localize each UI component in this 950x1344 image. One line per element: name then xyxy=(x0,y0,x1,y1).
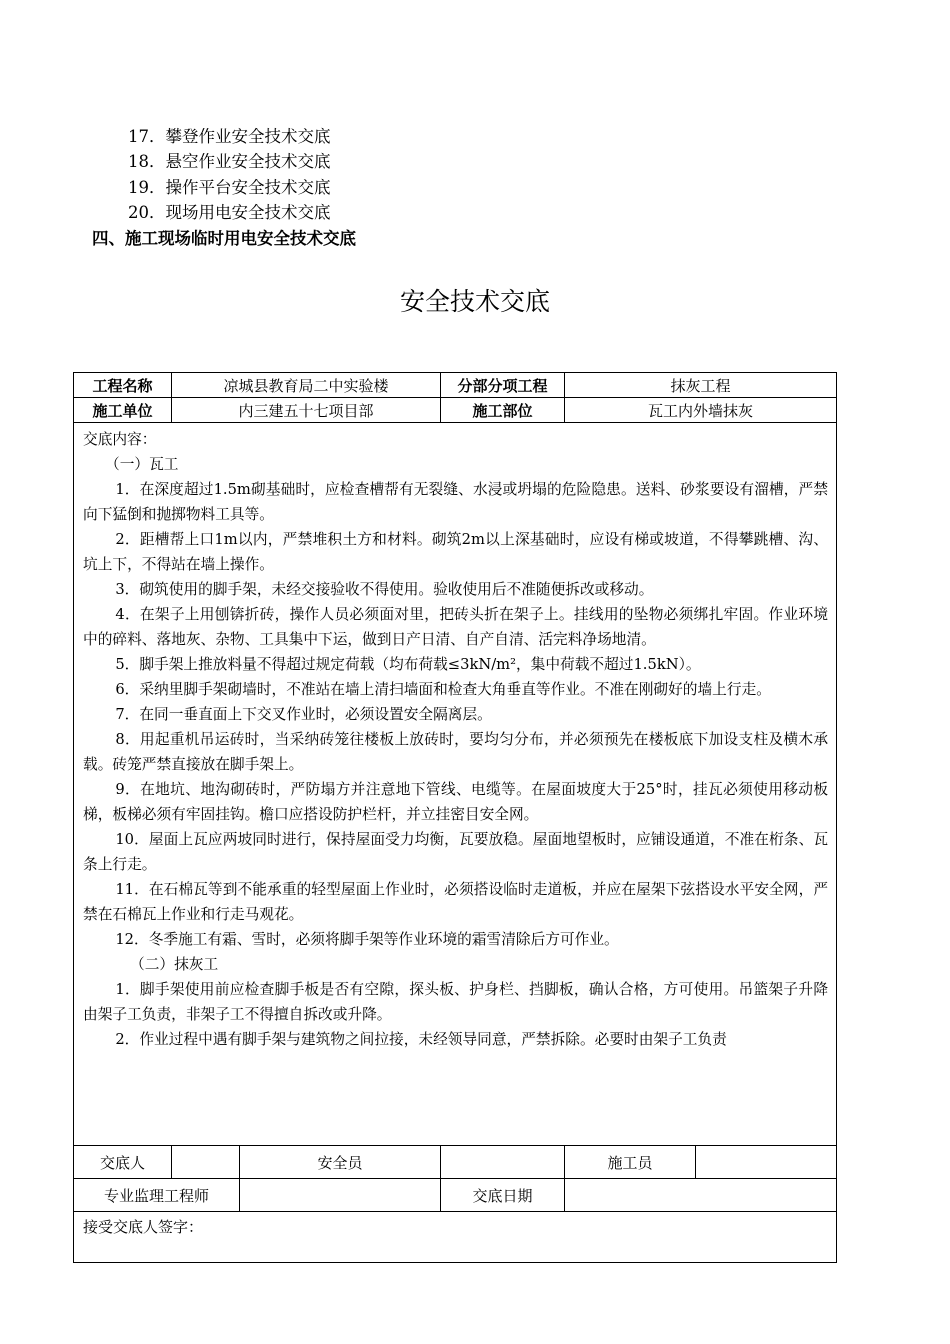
discloser-label: 交底人 xyxy=(74,1146,172,1179)
content-paragraph: 1．脚手架使用前应检查脚手板是否有空隙，探头板、护身栏、挡脚板，确认合格，方可使用。吊篮架子升降由架子工负责，非架子工不得擅自拆改或升降。 xyxy=(83,981,829,1023)
content-row xyxy=(74,423,837,1146)
document-title: 安全技术交底 xyxy=(399,287,550,316)
safety-officer-field[interactable] xyxy=(441,1146,565,1179)
signature-row-2 xyxy=(74,1179,837,1212)
date-field[interactable] xyxy=(565,1179,837,1212)
list-item: 18．悬空作业安全技术交底 xyxy=(128,152,331,172)
content-paragraph: 12．冬季施工有霜、雪时，必须将脚手架等作业环境的霜雪清除后方可作业。 xyxy=(115,931,619,948)
part-label: 施工部位 xyxy=(441,398,565,423)
content-subheading: （一）瓦工 xyxy=(105,456,179,473)
content-paragraph: 1．在深度超过1.5m砌基础时，应检查槽帮有无裂缝、水浸或坍塌的危险隐患。送料、砂浆要设有溜槽，严禁向下猛倒和抛掷物料工具等。 xyxy=(83,481,829,523)
content-paragraph: 11．在石棉瓦等到不能承重的轻型屋面上作业时，必须搭设临时走道板，并应在屋架下弦搭设水平安全网，严禁在石棉瓦上作业和行走马观花。 xyxy=(83,881,829,923)
content-paragraph: 2．作业过程中遇有脚手架与建筑物之间拉接，未经领导同意，严禁拆除。必要时由架子工负责 xyxy=(115,1031,727,1048)
section-heading: 四、施工现场临时用电安全技术交底 xyxy=(92,229,356,248)
content-paragraph: 9．在地坑、地沟砌砖时，严防塌方并注意地下管线、电缆等。在屋面坡度大于25°时，挂瓦必须使用移动板梯，板梯必须有牢固挂钩。檐口应搭设防护栏杆，并立挂密目安全网。 xyxy=(83,781,829,823)
content-paragraph: 8．用起重机吊运砖时，当采纳砖笼往楼板上放砖时，要均匀分布，并必须预先在楼板底下加设支柱及横木承载。砖笼严禁直接放在脚手架上。 xyxy=(83,731,829,773)
sub-project-value: 抹灰工程 xyxy=(565,373,837,398)
project-name-label: 工程名称 xyxy=(74,373,172,398)
content-subheading: （二）抹灰工 xyxy=(130,956,219,973)
receiver-signature-cell[interactable] xyxy=(74,1212,837,1263)
constructor-field[interactable] xyxy=(696,1146,837,1179)
content-paragraph: 4．在架子上用刨锛折砖，操作人员必须面对里，把砖头折在架子上。挂线用的坠物必须绑扎牢固。作业环境中的碎料、落地灰、杂物、工具集中下运，做到日产日清、自产自清、活完料净场地清。 xyxy=(83,606,829,648)
supervisor-field[interactable] xyxy=(240,1179,441,1212)
content-paragraph: 7．在同一垂直面上下交叉作业时，必须设置安全隔离层。 xyxy=(115,706,492,723)
disclosure-content xyxy=(83,427,828,1052)
header-row-project xyxy=(74,373,837,398)
part-value: 瓦工内外墙抹灰 xyxy=(565,398,837,423)
supervisor-label: 专业监理工程师 xyxy=(74,1179,240,1212)
receiver-label: 接受交底人签字： xyxy=(83,1218,204,1236)
discloser-field[interactable] xyxy=(172,1146,240,1179)
disclosure-form xyxy=(73,372,837,1263)
content-paragraph: 6．采纳里脚手架砌墙时，不准站在墙上清扫墙面和检查大角垂直等作业。不准在刚砌好的墙上行走。 xyxy=(115,681,771,698)
content-paragraph: 3．砌筑使用的脚手架，未经交接验收不得使用。验收使用后不准随便拆改或移动。 xyxy=(115,581,654,598)
toc-list xyxy=(128,124,331,225)
safety-officer-label: 安全员 xyxy=(240,1146,441,1179)
content-cell xyxy=(74,423,837,1146)
unit-value: 内三建五十七项目部 xyxy=(172,398,441,423)
receiver-row xyxy=(74,1212,837,1263)
content-paragraph: 10．屋面上瓦应两坡同时进行，保持屋面受力均衡，瓦要放稳。屋面地望板时，应铺设通道，不准在桁条、瓦条上行走。 xyxy=(83,831,829,873)
project-name-value: 凉城县教育局二中实验楼 xyxy=(172,373,441,398)
sub-project-label: 分部分项工程 xyxy=(441,373,565,398)
list-item: 17．攀登作业安全技术交底 xyxy=(128,127,331,146)
unit-label: 施工单位 xyxy=(74,398,172,423)
date-label: 交底日期 xyxy=(441,1179,565,1212)
constructor-label: 施工员 xyxy=(565,1146,696,1179)
signature-row-1 xyxy=(74,1146,837,1179)
header-row-unit xyxy=(74,398,837,423)
list-item: 19．操作平台安全技术交底 xyxy=(128,177,331,197)
content-paragraph: 2．距槽帮上口1m以内，严禁堆积土方和材料。砌筑2m以上深基础时，应设有梯或坡道，不得攀跳槽、沟、坑上下，不得站在墙上操作。 xyxy=(83,531,829,573)
list-item: 20．现场用电安全技术交底 xyxy=(128,202,331,222)
content-paragraph: 5．脚手架上推放料量不得超过规定荷载（均布荷载≤3kN/m²，集中荷载不超过1.5kN）。 xyxy=(115,656,701,673)
content-intro: 交底内容： xyxy=(83,431,157,448)
